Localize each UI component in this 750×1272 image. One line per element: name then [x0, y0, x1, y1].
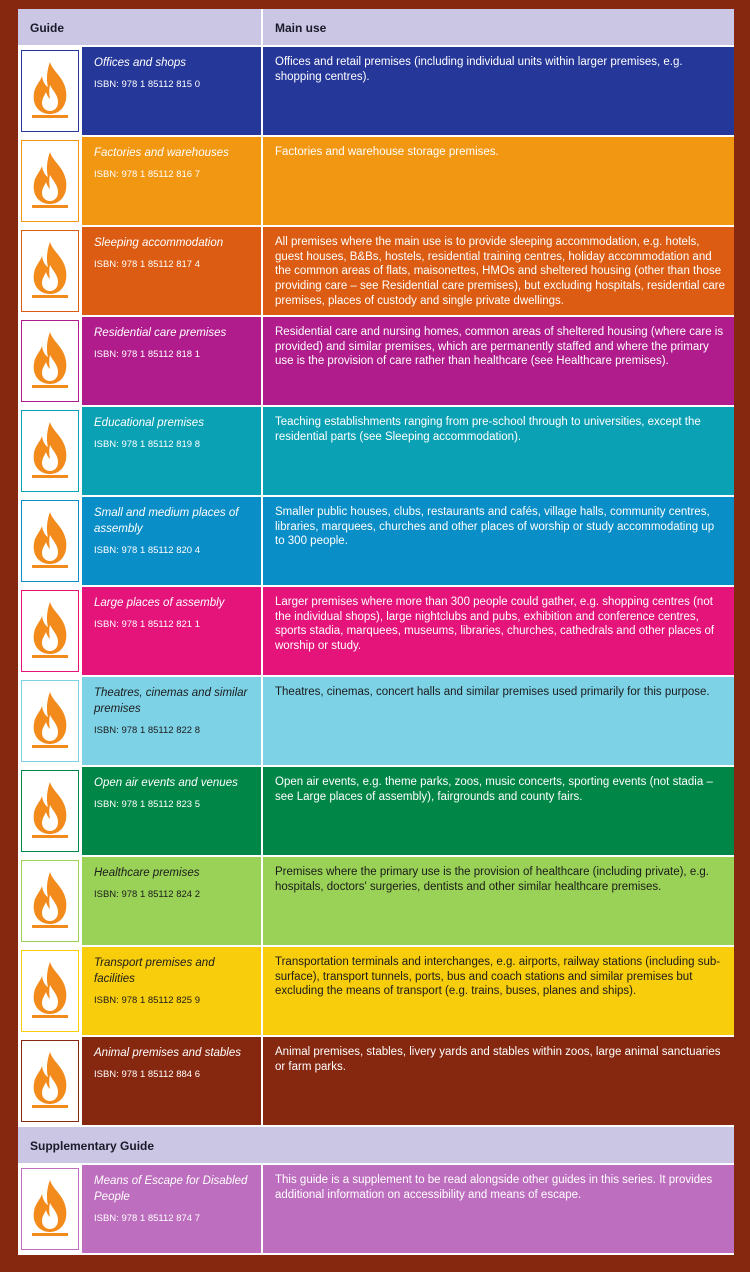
main-use-text: Residential care and nursing homes, common areas of sheltered housing (where care is provided) and similar premises, which are permanently staffed and where the primary use is the provision of care rather than healthcare (see Healthcare premises). — [263, 317, 734, 405]
flame-icon — [26, 869, 74, 933]
icon-frame — [21, 590, 79, 672]
icon-frame — [21, 950, 79, 1032]
flame-icon — [26, 149, 74, 213]
isbn: ISBN: 978 1 85112 817 4 — [94, 259, 200, 270]
icon-cell — [18, 497, 82, 585]
flame-icon — [26, 689, 74, 753]
table-row — [18, 227, 734, 317]
guide-title: Animal premises and stables — [94, 1047, 242, 1059]
icon-cell — [18, 767, 82, 855]
flame-icon — [26, 1177, 74, 1241]
main-use-text: Smaller public houses, clubs, restaurants and cafés, village halls, community centres, libraries, marquees, churches and other places of worship or study accommodating up to 300 people. — [263, 497, 734, 585]
flame-icon — [26, 509, 74, 573]
isbn: ISBN: 978 1 85112 825 9 — [94, 995, 200, 1006]
icon-frame — [21, 140, 79, 222]
main-use-text: Open air events, e.g. theme parks, zoos, music concerts, sporting events (not stadia – see Large places of assembly), fairgrounds and county fairs. — [263, 767, 734, 855]
icon-frame — [21, 230, 79, 312]
table-row — [18, 497, 734, 587]
table-row — [18, 1037, 734, 1127]
flame-icon — [26, 329, 74, 393]
icon-cell — [18, 47, 82, 135]
icon-frame — [21, 50, 79, 132]
guides-table — [18, 9, 734, 1255]
table-row — [18, 857, 734, 947]
guide-title: Educational premises — [94, 417, 204, 429]
isbn: ISBN: 978 1 85112 819 8 — [94, 439, 200, 450]
isbn: ISBN: 978 1 85112 824 2 — [94, 889, 200, 900]
isbn: ISBN: 978 1 85112 815 0 — [94, 79, 200, 90]
icon-cell — [18, 407, 82, 495]
main-use-text: This guide is a supplement to be read alongside other guides in this series. It provides additional information on accessibility and means of escape. — [263, 1165, 734, 1253]
flame-icon — [26, 419, 74, 483]
guide-cell — [82, 767, 263, 855]
main-use-text: Theatres, cinemas, concert halls and similar premises used primarily for this purpose. — [263, 677, 734, 765]
flame-icon — [26, 239, 74, 303]
guide-title: Healthcare premises — [94, 867, 200, 879]
main-use-text: Offices and retail premises (including individual units within larger premises, e.g. shopping centres). — [263, 47, 734, 135]
guide-cell — [82, 1165, 263, 1253]
main-use-text: All premises where the main use is to provide sleeping accommodation, e.g. hotels, guest houses, B&Bs, hostels, residential training centres, holiday accommodation and the common areas of flats, maisonettes, HMOs and sheltered housing (other than those providing care – see Residential care premises), but excluding hospitals, residential care premises, places of custody and single private dwellings. — [263, 227, 734, 315]
icon-frame — [21, 410, 79, 492]
table-row — [18, 677, 734, 767]
main-use-text: Premises where the primary use is the provision of healthcare (including private), e.g. hospitals, doctors' surgeries, dentists and other similar healthcare premises. — [263, 857, 734, 945]
flame-icon — [26, 599, 74, 663]
guide-cell — [82, 317, 263, 405]
main-use-text: Animal premises, stables, livery yards and stables within zoos, large animal sanctuaries or farm parks. — [263, 1037, 734, 1125]
guide-title: Offices and shops — [94, 57, 187, 69]
guide-cell — [82, 947, 263, 1035]
main-use-text: Teaching establishments ranging from pre-school through to universities, except the residential parts (see Sleeping accommodation). — [263, 407, 734, 495]
flame-icon — [26, 59, 74, 123]
guide-title: Theatres, cinemas and similar premises — [94, 687, 248, 715]
icon-cell — [18, 317, 82, 405]
guide-cell — [82, 857, 263, 945]
icon-cell — [18, 137, 82, 225]
isbn: ISBN: 978 1 85112 818 1 — [94, 349, 200, 360]
isbn: ISBN: 978 1 85112 822 8 — [94, 725, 200, 736]
main-use-text: Factories and warehouse storage premises. — [263, 137, 734, 225]
main-use-column-header: Main use — [275, 21, 327, 35]
main-use-text: Transportation terminals and interchanges, e.g. airports, railway stations (including sub-surface), transport tunnels, ports, bus and coach stations and similar premises but excluding the means of transport (e.g. trains, buses, planes and ships). — [263, 947, 734, 1035]
guide-column-header: Guide — [18, 9, 263, 45]
main-use-text: Larger premises where more than 300 people could gather, e.g. shopping centres (not the individual shops), large nightclubs and pubs, exhibition and conference centres, sports stadia, marquees, museums, libraries, churches, cathedrals and other places of worship or study. — [263, 587, 734, 675]
guide-title: Sleeping accommodation — [94, 237, 224, 249]
guide-rows — [18, 47, 734, 1127]
guide-title: Residential care premises — [94, 327, 227, 339]
supplementary-header: Supplementary Guide — [18, 1127, 734, 1165]
guide-cell — [82, 497, 263, 585]
isbn: ISBN: 978 1 85112 823 5 — [94, 799, 200, 810]
table-header — [18, 9, 734, 47]
icon-cell — [18, 947, 82, 1035]
icon-frame — [21, 770, 79, 852]
guide-title: Transport premises and facilities — [94, 957, 215, 985]
guide-cell — [82, 407, 263, 495]
guide-title: Large places of assembly — [94, 597, 225, 609]
icon-cell — [18, 227, 82, 315]
icon-cell — [18, 587, 82, 675]
table-row — [18, 47, 734, 137]
guide-cell — [82, 677, 263, 765]
table-row — [18, 137, 734, 227]
icon-frame — [21, 320, 79, 402]
guide-cell — [82, 587, 263, 675]
guide-cell — [82, 1037, 263, 1125]
icon-cell — [18, 677, 82, 765]
flame-icon — [26, 1049, 74, 1113]
icon-cell — [18, 857, 82, 945]
icon-frame — [21, 680, 79, 762]
guide-title: Open air events and venues — [94, 777, 238, 789]
table-row — [18, 407, 734, 497]
icon-cell — [18, 1037, 82, 1125]
guide-cell — [82, 137, 263, 225]
guide-title: Small and medium places of assembly — [94, 507, 239, 535]
isbn: ISBN: 978 1 85112 884 6 — [94, 1069, 200, 1080]
table-row — [18, 767, 734, 857]
table-row — [18, 317, 734, 407]
table-row — [18, 587, 734, 677]
isbn: ISBN: 978 1 85112 874 7 — [94, 1213, 200, 1224]
guide-cell — [82, 47, 263, 135]
guide-title: Factories and warehouses — [94, 147, 229, 159]
icon-cell — [18, 1165, 82, 1253]
isbn: ISBN: 978 1 85112 820 4 — [94, 545, 200, 556]
supplementary-rows — [18, 1165, 734, 1255]
guide-cell — [82, 227, 263, 315]
icon-frame — [21, 1040, 79, 1122]
guide-title: Means of Escape for Disabled People — [94, 1175, 248, 1203]
table-row — [18, 1165, 734, 1255]
flame-icon — [26, 779, 74, 843]
flame-icon — [26, 959, 74, 1023]
icon-frame — [21, 860, 79, 942]
icon-frame — [21, 500, 79, 582]
isbn: ISBN: 978 1 85112 816 7 — [94, 169, 200, 180]
table-row — [18, 947, 734, 1037]
isbn: ISBN: 978 1 85112 821 1 — [94, 619, 200, 630]
icon-frame — [21, 1168, 79, 1250]
